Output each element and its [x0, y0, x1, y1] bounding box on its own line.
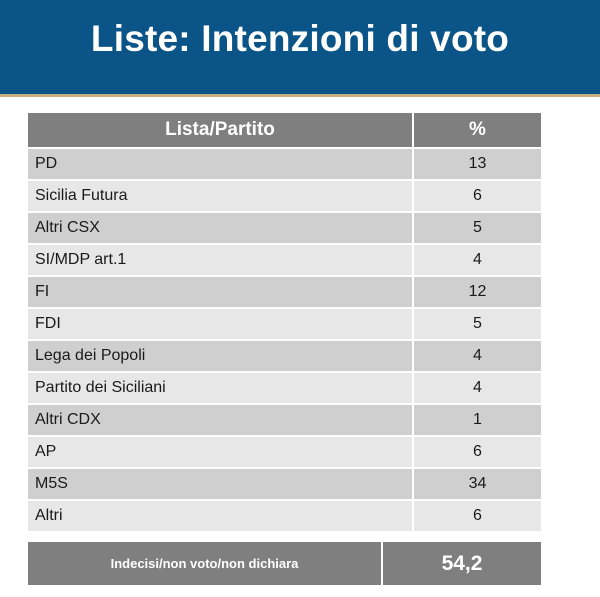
table-row [28, 405, 541, 435]
party-label: FDI [28, 309, 412, 339]
percent-value: 6 [414, 501, 541, 531]
vote-intention-table [28, 113, 541, 533]
party-label: Lega dei Popoli [28, 341, 412, 371]
table-body [28, 149, 541, 531]
table-row [28, 149, 541, 179]
table-row [28, 437, 541, 467]
table-row [28, 181, 541, 211]
percent-value: 4 [414, 245, 541, 275]
party-label: FI [28, 277, 412, 307]
percent-value: 6 [414, 437, 541, 467]
percent-value: 4 [414, 373, 541, 403]
table-header [28, 113, 541, 147]
table-row [28, 277, 541, 307]
percent-value: 13 [414, 149, 541, 179]
percent-value: 5 [414, 309, 541, 339]
percent-value: 4 [414, 341, 541, 371]
party-label: M5S [28, 469, 412, 499]
table-row [28, 373, 541, 403]
table-row [28, 309, 541, 339]
party-label: AP [28, 437, 412, 467]
footer-label: Indecisi/non voto/non dichiara [28, 542, 381, 585]
percent-value: 12 [414, 277, 541, 307]
table-row [28, 469, 541, 499]
table-row [28, 501, 541, 531]
column-header-percent: % [414, 113, 541, 147]
title-banner [0, 0, 600, 97]
percent-value: 1 [414, 405, 541, 435]
footer-value: 54,2 [383, 542, 541, 585]
party-label: Partito dei Siciliani [28, 373, 412, 403]
percent-value: 5 [414, 213, 541, 243]
party-label: SI/MDP art.1 [28, 245, 412, 275]
party-label: PD [28, 149, 412, 179]
table-row [28, 213, 541, 243]
party-label: Altri [28, 501, 412, 531]
table-row [28, 341, 541, 371]
table-footer [28, 542, 541, 585]
party-label: Altri CSX [28, 213, 412, 243]
percent-value: 34 [414, 469, 541, 499]
party-label: Altri CDX [28, 405, 412, 435]
table-row [28, 245, 541, 275]
column-header-party: Lista/Partito [28, 113, 412, 147]
party-label: Sicilia Futura [28, 181, 412, 211]
percent-value: 6 [414, 181, 541, 211]
page-title: Liste: Intenzioni di voto [90, 18, 510, 59]
